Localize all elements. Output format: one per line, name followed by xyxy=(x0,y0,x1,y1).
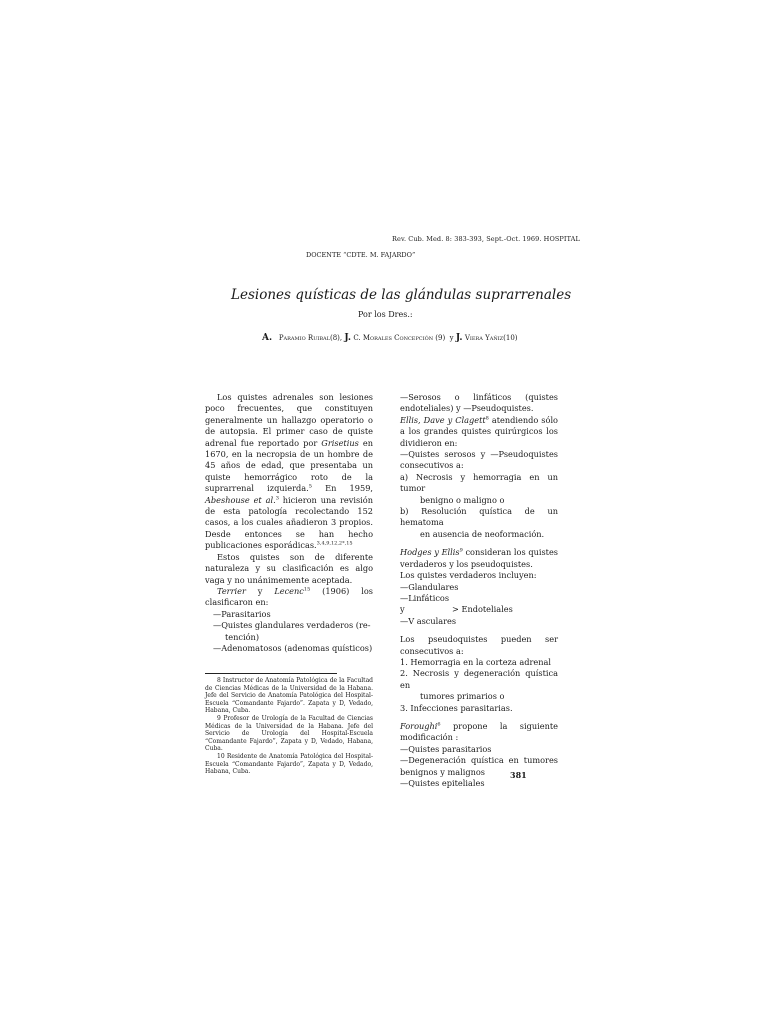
text: y xyxy=(257,585,263,596)
byline: Por los Dres.: xyxy=(358,310,413,319)
list-item: —Quistes glandulares verdaderos (re- xyxy=(213,620,371,631)
right-column xyxy=(400,392,558,789)
institution-line: DOCENTE “CDTE. M. FAJARDO” xyxy=(306,251,416,259)
author-initial: J. xyxy=(344,333,352,343)
list-item: —V asculares xyxy=(400,615,457,626)
list-item: —Quistes parasitarios xyxy=(400,743,492,754)
italic-name: Lecenc xyxy=(274,585,304,596)
list-item xyxy=(400,604,558,615)
list-item: —Adenomatosos (adenomas quísticos) xyxy=(213,642,373,653)
paragraph xyxy=(400,721,558,744)
text: propone la siguiente modificación : xyxy=(400,720,558,743)
list-item: 3. Infecciones parasitarias. xyxy=(400,702,513,713)
paragraph xyxy=(400,415,558,449)
list-item: 2. Necrosis y degeneración quística en xyxy=(400,668,558,690)
italic-name: Abeshouse et al. xyxy=(205,494,276,505)
list-item: tumores primarios o xyxy=(420,691,505,702)
list-item: —Linfáticos xyxy=(400,592,450,603)
paragraph: Los quistes verdaderos incluyen: xyxy=(400,570,537,581)
text: y xyxy=(400,604,405,615)
italic-name: Foroughi xyxy=(400,720,438,731)
italic-name: Ellis, Dave y Clagett xyxy=(400,414,486,425)
citation: 9 xyxy=(459,547,463,554)
italic-name: Grisetius xyxy=(321,437,359,448)
paragraph xyxy=(400,547,558,570)
text: En 1959, xyxy=(325,483,373,494)
author-initial: J. xyxy=(455,333,463,343)
text: > Endoteliales xyxy=(452,604,513,615)
citation: 15 xyxy=(303,586,311,593)
text: Los quistes adrenales son lesiones poco frecuentes, que constituyen generalmente un hallazgo operatorio o de autopsia. El primer caso de quiste adrenal fue reportado por xyxy=(205,392,373,448)
citation: 6 xyxy=(437,721,441,728)
footnote-divider xyxy=(205,673,337,674)
left-column xyxy=(205,392,373,654)
citation: 3,4,9,12,2*,15 xyxy=(316,540,353,547)
footnote: 9 Profesor de Urología de la Facultad de Ciencias Médicas de la Universidad de la Habana. Jefe del Servicio de Urología del Hospital-Escuela “Comandante Fajardo”, Zapata y D, Vedado, Habana, Cuba. xyxy=(205,714,373,753)
text: consideran los quistes verdaderos y los pseudoquistes. xyxy=(400,547,558,569)
list-item: tención) xyxy=(225,631,260,642)
list-item: 1. Hemorragia en la corteza adrenal xyxy=(400,656,551,667)
article-title: Lesiones quísticas de las glándulas suprarrenales xyxy=(231,287,572,303)
list-item: en ausencia de neoformación. xyxy=(420,528,545,539)
list-item: b) Resolución quística de un hematoma xyxy=(400,506,558,528)
author-list xyxy=(262,333,518,343)
paragraph-intro xyxy=(205,392,373,552)
footnotes xyxy=(205,677,373,776)
citation: 3 xyxy=(275,494,279,501)
list-item: —Glandulares xyxy=(400,581,459,592)
list-item: —Serosos o linfáticos (quistes endoteliales) y —Pseudoquistes. xyxy=(400,392,558,414)
author-name: Paramio Ruibal(8), xyxy=(278,334,343,342)
footnote: 10 Residente de Anatomía Patológica del Hospital-Escuela “Comandante Fajardo”, Zapata y D, Vedado, Habana, Cuba. xyxy=(205,752,373,776)
list-item: a) Necrosis y hemorragia en un tumor xyxy=(400,471,558,494)
text: atendiendo sólo a los grandes quistes quirúrgicos los dividieron en: xyxy=(400,414,558,448)
text: (1906) los clasificaron en: xyxy=(205,585,374,608)
paragraph: Los pseudoquistes pueden ser consecutivos a: xyxy=(400,634,558,656)
page-number: 381 xyxy=(510,770,527,780)
paragraph xyxy=(205,586,373,609)
citation: 5 xyxy=(308,483,312,490)
author-conjunction: y xyxy=(449,334,454,342)
author-name: C. Morales Concepción (9) xyxy=(353,334,446,342)
list-item: benigno o maligno o xyxy=(420,494,505,505)
paragraph: Estos quistes son de diferente naturaleza y su clasificación es algo vaga y no unánimemente aceptada. xyxy=(205,551,373,585)
author-initial: A. xyxy=(262,333,273,343)
author-name: Viera Yañiz(10) xyxy=(464,334,518,342)
list-item: —Parasitarios xyxy=(213,608,271,619)
journal-reference: Rev. Cub. Med. 8: 383-393, Sept.-Oct. 1969. HOSPITAL xyxy=(392,235,580,243)
list-item: —Quistes epiteliales xyxy=(400,778,485,788)
footnote: 8 Instructor de Anatomía Patológica de la Facultad de Ciencias Médicas de la Universidad de la Habana. Jefe del Servicio de Anatomía Patológica del Hospital-Escuela “Comandante Fajardo”. Zapata y D, Vedado, Habana, Cuba. xyxy=(205,677,373,715)
list-item: —Degeneración quística en tumores benignos y malignos xyxy=(400,755,558,777)
list-item: —Quistes serosos y —Pseudoquistes consecutivos a: xyxy=(400,449,558,471)
text: hicieron una revisión de esta patología recolectando 152 casos, a los cuales añadieron 3 propios. Desde entonces se han hecho publicaciones esporádicas. xyxy=(205,494,374,551)
italic-name: Hodges y Ellis xyxy=(400,547,460,558)
citation: 8 xyxy=(485,415,489,422)
italic-name: Terrier xyxy=(217,585,246,596)
text: en 1670, en la necropsia de un hombre de 45 años de edad, que presentaba un quiste hemorrágico roto de la suprarrenal izquierda. xyxy=(205,437,373,494)
